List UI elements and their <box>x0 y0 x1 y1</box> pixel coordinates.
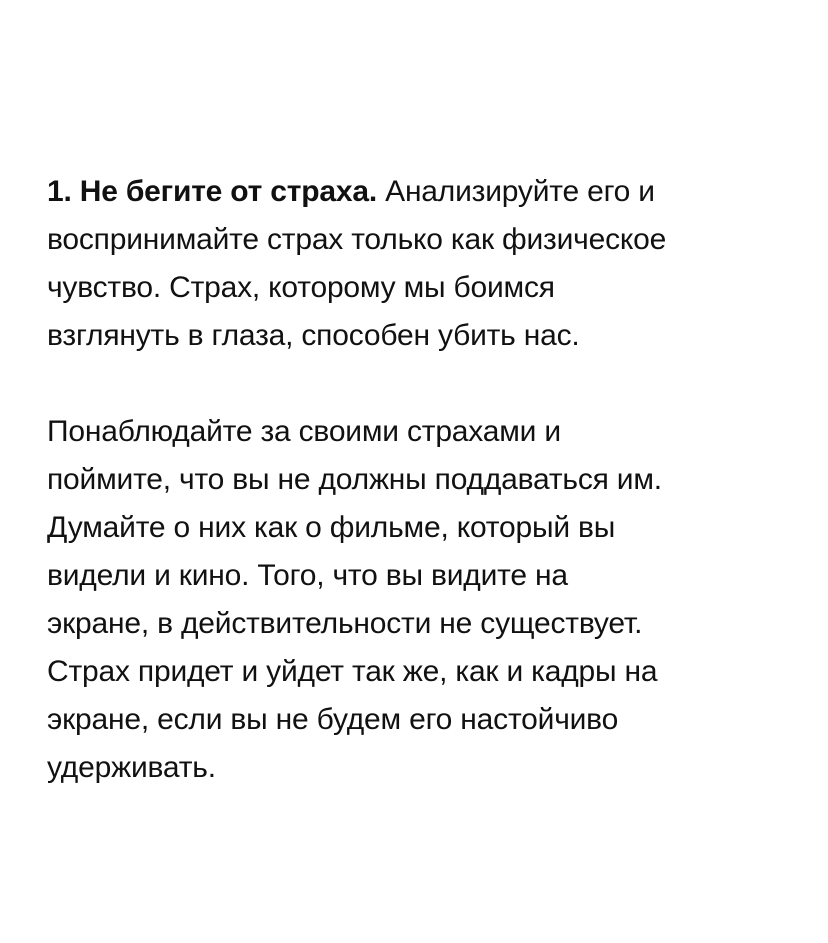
paragraph-2-line: удерживать. <box>47 751 216 784</box>
paragraph-2-line: экране, в действительности не существует. <box>47 607 643 640</box>
paragraph-1 <box>47 168 787 360</box>
paragraph-1-line-2: воспринимайте страх только как физическое <box>47 223 667 256</box>
paragraph-2-line: видели и кино. Того, что вы видите на <box>47 559 568 592</box>
paragraph-1-line-1 <box>47 168 787 216</box>
paragraph-1-heading: 1. Не бегите от страха. <box>47 175 377 208</box>
paragraph-1-line-3: чувство. Страх, которому мы боимся <box>47 271 555 304</box>
paragraph-2-line: поймите, что вы не должны поддаваться им. <box>47 463 662 496</box>
paragraph-2-line: экране, если вы не будем его настойчиво <box>47 703 619 736</box>
paragraph-2-line: Думайте о них как о фильме, который вы <box>47 511 616 544</box>
paragraph-1-line-4: взглянуть в глаза, способен убить нас. <box>47 319 580 352</box>
paragraph-2-line: Понаблюдайте за своими страхами и <box>47 415 561 448</box>
paragraph-2-line: Страх придет и уйдет так же, как и кадры на <box>47 655 658 688</box>
paragraph-1-line-1-text: Анализируйте его и <box>377 175 655 208</box>
paragraph-2 <box>47 408 787 792</box>
